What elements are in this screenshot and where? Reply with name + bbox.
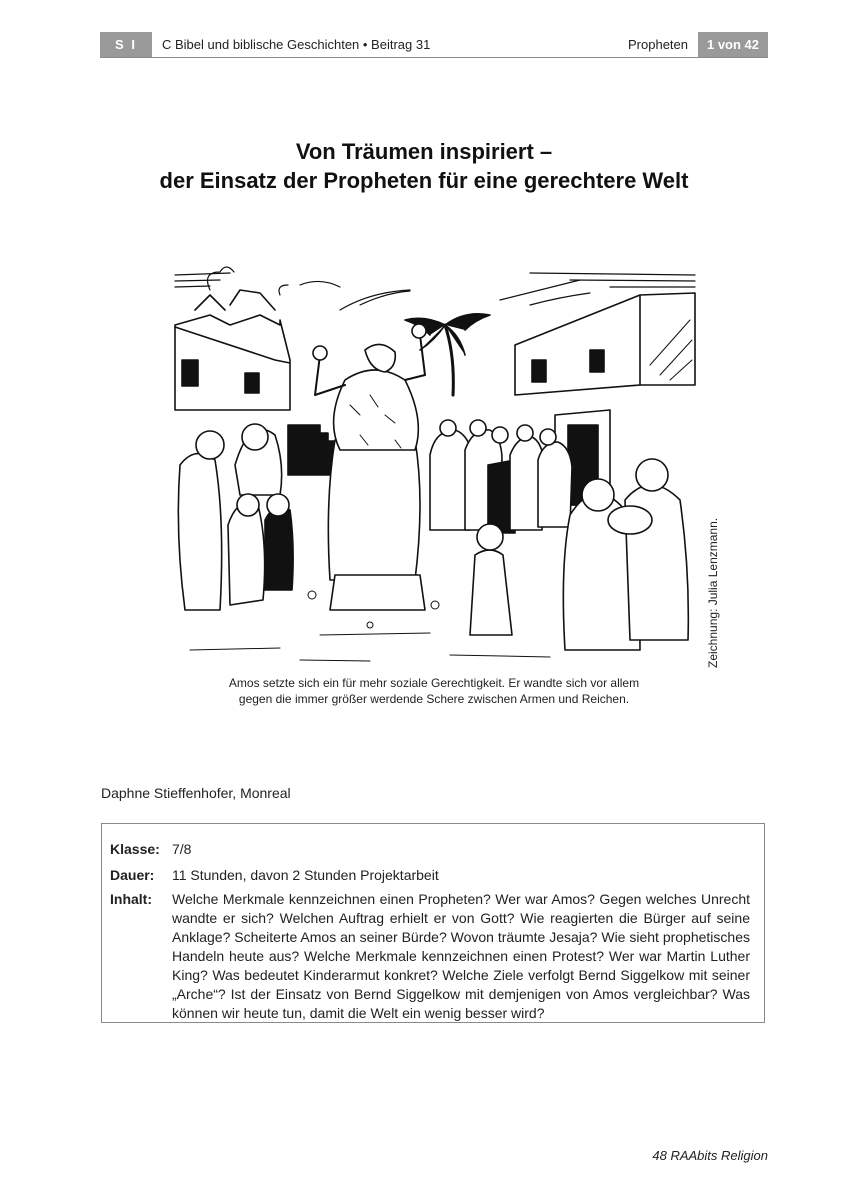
illustration-caption [150,675,718,707]
title-line-1: Von Träumen inspiriert – [295,139,553,164]
level-badge: S I [100,32,152,57]
prophet-illustration [170,265,700,665]
info-row-klasse [110,840,750,859]
caption-line-1: Amos setzte sich ein für mehr soziale Gerechtigkeit. Er wandte sich vor allem [228,676,640,690]
poor-family-left [178,424,293,610]
illustration-credit: Zeichnung: Julia Lenzmann. [706,517,720,668]
crowd-figures [430,420,572,533]
inhalt-label: Inhalt: [110,891,152,907]
caption-line-2: gegen die immer größer werdende Schere zwischen Armen und Reichen. [238,692,630,706]
klasse-label: Klasse: [110,841,160,857]
page-header [100,32,768,58]
inhalt-value: Welche Merkmale kennzeichnen einen Propheten? Wer war Amos? Gegen welches Unrecht wandte er sich? Welchen Auftrag erhielt er von Gott? Wie reagierten die Bürger auf seine Anklage? Scheiterte Amos an seiner Bürde? Wovon träumte Jesaja? Wie sieht prophetisches Handeln heute aus? Welche Merkmale kennzeichnen einen Protest? Wer war Martin Luther King? Was bedeutet Kinderarmut konkret? Welche Ziele verfolgt Bernd Siggelkow mit seiner „Arche“? Ist der Einsatz von Bernd Siggelkow mit demjenigen von Amos vergleichbar? Was können wir heute tun, damit die Welt ein wenig besser wird? [172,891,750,1021]
page-number-badge: 1 von 42 [698,32,768,57]
footer-publication: 48 RAAbits Religion [652,1148,768,1163]
info-row-inhalt [110,890,750,1021]
dauer-value: 11 Stunden, davon 2 Stunden Projektarbeit [172,867,439,883]
title-line-2: der Einsatz der Propheten für eine gerechtere Welt [159,168,689,193]
klasse-value: 7/8 [172,841,192,857]
topic-label: Propheten [628,37,688,52]
prophet-amos-drawing-icon [170,265,700,665]
series-title: C Bibel und biblische Geschichten • Beitrag 31 [162,37,431,52]
left-building [175,290,290,410]
info-row-dauer [110,866,750,885]
page-title [100,137,748,195]
lesson-info-box [101,823,765,1023]
child-center [470,524,512,635]
author-line: Daphne Stieffenhofer, Monreal [101,785,291,801]
dauer-label: Dauer: [110,867,155,883]
